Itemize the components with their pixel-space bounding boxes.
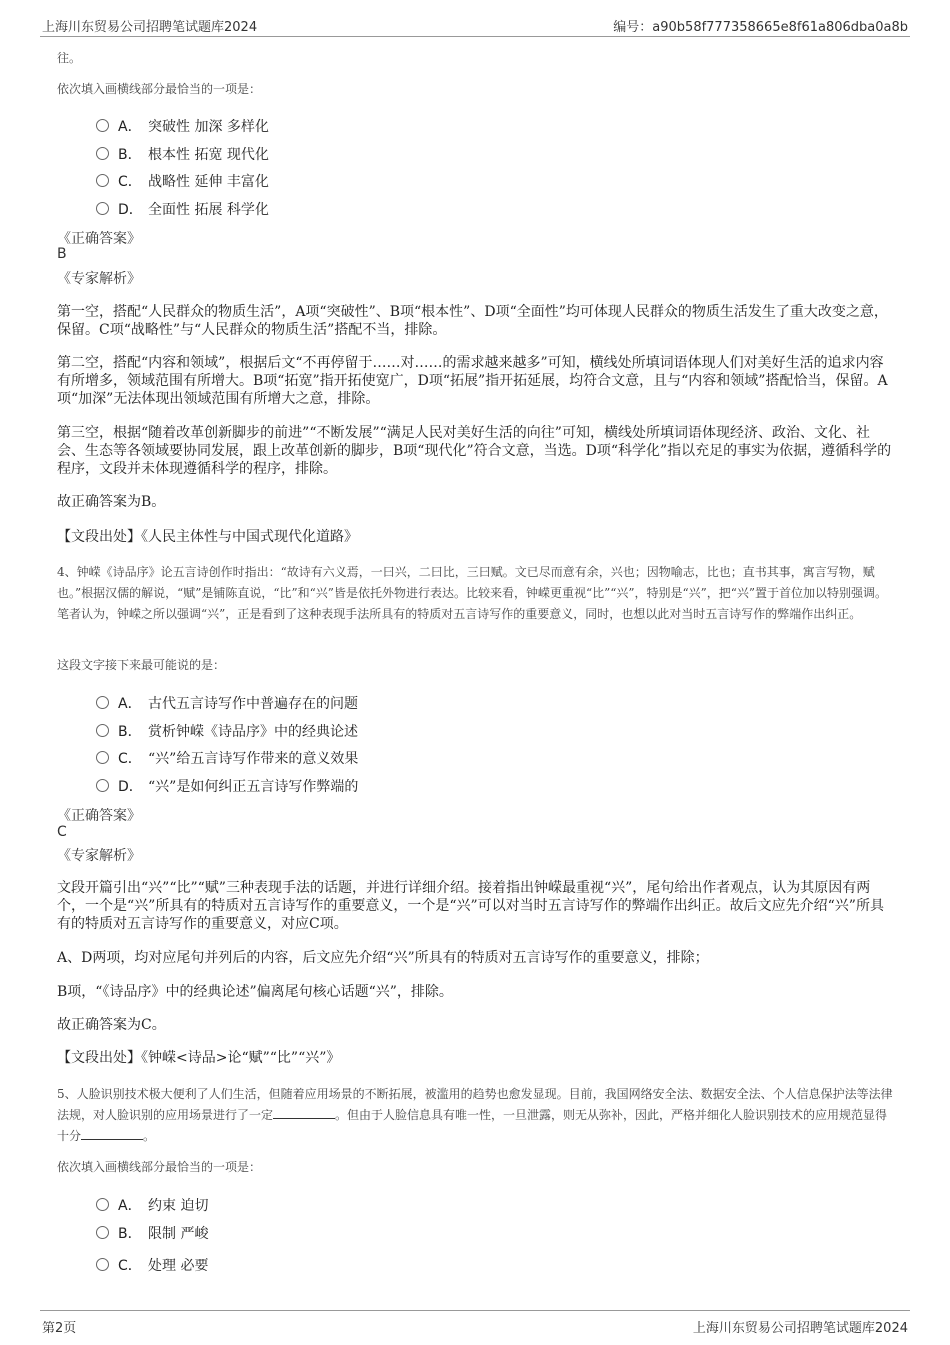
q3-option-c[interactable]: C． 战略性 延伸 丰富化	[96, 171, 269, 191]
q4-answer: C	[57, 824, 67, 840]
fill-blank-1	[273, 1107, 335, 1119]
radio-button[interactable]	[96, 1198, 109, 1211]
page-footer	[40, 1310, 910, 1341]
footer-title: 上海川东贸易公司招聘笔试题库2024	[692, 1321, 908, 1336]
q3-analysis-label: 《专家解析》	[57, 271, 141, 287]
q5-option-b[interactable]: B． 限制 严峻	[96, 1223, 208, 1243]
q3-analysis-4: 故正确答案为B。	[57, 494, 166, 510]
q4-option-b[interactable]: B． 赏析钟嵘《诗品序》中的经典论述	[96, 721, 358, 741]
q5-stem: 5、人脸识别技术极大便利了人们生活，但随着应用场景的不断拓展，被滥用的趋势也愈发显现。目前，我国网络安全法、数据安全法、个人信息保护法等法律法规，对人脸识别的应用场景进行了一定 。但由于人脸信息具有唯一性，一旦泄露，则无从弥补，因此，严格并细化人脸识别技术的应用规范显得十分 。	[57, 1087, 893, 1143]
radio-button[interactable]	[96, 779, 109, 792]
q4-option-d[interactable]: D． “兴”是如何纠正五言诗写作弊端的	[96, 776, 358, 796]
q4-stem: 4、钟嵘《诗品序》论五言诗创作时指出：“故诗有六义焉，一曰兴，二曰比，三曰赋。文已尽而意有余，兴也；因物喻志，比也；直书其事，寓言写物，赋也。”根据汉儒的解说，“赋”是铺陈直说，“比”和“兴”皆是依托外物进行表达。比较来看，钟嵘更重视“比”“兴”，特别是“兴”，把“兴”置于首位加以特别强调。笔者认为，钟嵘之所以强调“兴”，正是看到了这种表现手法所具有的特质对五言诗写作的重要意义，同时，也想以此对当时五言诗写作的弊端作出纠正。	[57, 565, 888, 621]
page-header	[40, 10, 910, 37]
page-number: 第2页	[42, 1321, 77, 1336]
q4-analysis-1: 文段开篇引出“兴”“比”“赋”三种表现手法的话题，并进行详细介绍。接着指出钟嵘最重视“兴”，尾句给出作者观点，认为其原因有两个，一个是“兴”所具有的特质对五言诗写作的重要意义，一个是“兴”可以对当时五言诗写作的弊端作出纠正。故后文应先介绍“兴”所具有的特质对五言诗写作的重要意义，对应C项。	[57, 880, 884, 932]
q3-option-a[interactable]: A． 突破性 加深 多样化	[96, 116, 269, 136]
q5-prompt: 依次填入画横线部分最恰当的一项是：	[57, 1160, 262, 1174]
q3-option-b[interactable]: B． 根本性 拓宽 现代化	[96, 144, 269, 164]
radio-button[interactable]	[96, 696, 109, 709]
q4-analysis-2: A、D两项，均对应尾句并列后的内容，后文应先介绍“兴”所具有的特质对五言诗写作的重要意义，排除；	[57, 950, 709, 966]
radio-button[interactable]	[96, 147, 109, 160]
radio-button[interactable]	[96, 1258, 109, 1271]
q3-analysis-2: 第二空，搭配“内容和领域”，根据后文“不再停留于……对……的需求越来越多”可知，横线处所填词语体现人们对美好生活的追求内容有所增多，领域范围有所增大。B项“拓宽”指开拓使宽广，D项“拓展”指开拓延展，均符合文意，且与“内容和领域”搭配恰当，保留。A项“加深”无法体现出领域范围有所增大之意，排除。	[57, 355, 888, 407]
q3-tail: 往。	[57, 51, 82, 65]
q3-analysis-3: 第三空，根据“随着改革创新脚步的前进”“不断发展”“满足人民对美好生活的向往”可知，横线处所填词语体现经济、政治、文化、社会、生态等各领域要协同发展，跟上改革创新的脚步，B项“现代化”符合文意，当选。D项“科学化”指以充足的事实为依据，遵循科学的程序，文段并未体现遵循科学的程序，排除。	[57, 425, 892, 477]
document-id: 编号：a90b58f777358665e8f61a806dba0a8b	[613, 20, 908, 35]
radio-button[interactable]	[96, 119, 109, 132]
q5-option-c[interactable]: C． 处理 必要	[96, 1255, 208, 1275]
q3-answer-label: 《正确答案》	[57, 231, 141, 247]
fill-blank-2	[81, 1128, 143, 1140]
q4-answer-label: 《正确答案》	[57, 808, 141, 824]
q4-analysis-label: 《专家解析》	[57, 848, 141, 864]
q5-option-a[interactable]: A． 约束 迫切	[96, 1195, 208, 1215]
radio-button[interactable]	[96, 724, 109, 737]
q3-option-d[interactable]: D． 全面性 拓展 科学化	[96, 199, 269, 219]
radio-button[interactable]	[96, 751, 109, 764]
q3-analysis-1: 第一空，搭配“人民群众的物质生活”，A项“突破性”、B项“根本性”、D项“全面性”均可体现人民群众的物质生活发生了重大改变之意，保留。C项“战略性”与“人民群众的物质生活”搭配不当，排除。	[57, 304, 888, 338]
q4-analysis-3: B项，“《诗品序》中的经典论述”偏离尾句核心话题“兴”，排除。	[57, 984, 453, 1000]
q3-prompt: 依次填入画横线部分最恰当的一项是：	[57, 82, 262, 96]
q3-answer: B	[57, 246, 67, 262]
header-title: 上海川东贸易公司招聘笔试题库2024	[42, 20, 258, 35]
q4-option-c[interactable]: C． “兴”给五言诗写作带来的意义效果	[96, 748, 358, 768]
q4-source: 【文段出处】《钟嵘<诗品>论“赋”“比”“兴”》	[57, 1050, 341, 1066]
q4-prompt: 这段文字接下来最可能说的是：	[57, 658, 226, 672]
q3-source: 【文段出处】《人民主体性与中国式现代化道路》	[57, 529, 358, 545]
radio-button[interactable]	[96, 174, 109, 187]
radio-button[interactable]	[96, 1226, 109, 1239]
q4-option-a[interactable]: A． 古代五言诗写作中普遍存在的问题	[96, 693, 358, 713]
radio-button[interactable]	[96, 202, 109, 215]
q4-analysis-4: 故正确答案为C。	[57, 1017, 166, 1033]
